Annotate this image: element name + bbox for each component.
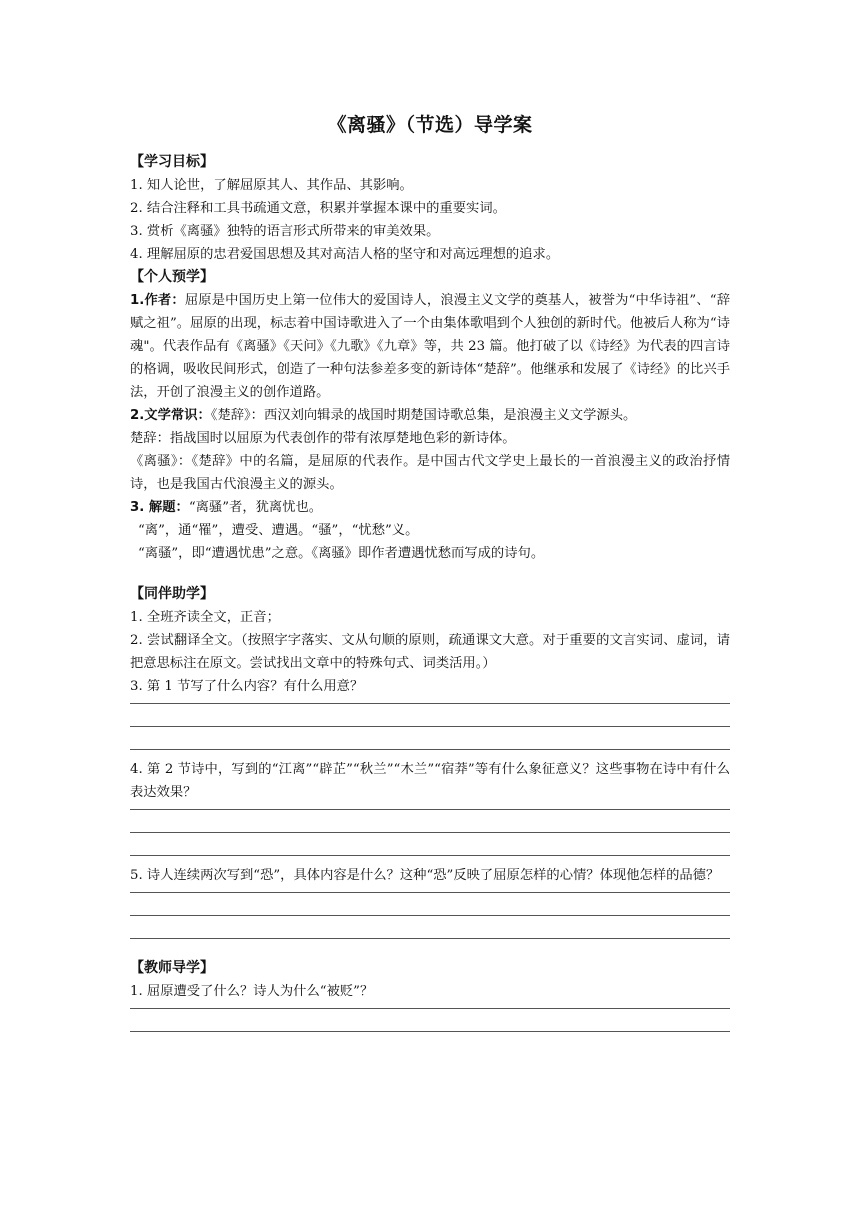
answer-line[interactable] (130, 916, 730, 939)
answer-line[interactable] (130, 1009, 730, 1032)
chuci-definition: 楚辞：指战国时以屈原为代表创作的带有浓厚楚地色彩的新诗体。 (130, 431, 516, 446)
peer-question: 3. 第 1 节写了什么内容？有什么用意？ (130, 679, 364, 694)
author-label: 1.作者： (130, 293, 185, 308)
literature-label: 2.文学常识： (130, 408, 211, 423)
answer-line[interactable] (130, 833, 730, 856)
title-explanation-label: 3. 解题： (130, 500, 189, 515)
goal-item: 3. 赏析《离骚》独特的语言形式所带来的审美效果。 (130, 224, 440, 239)
goal-item: 2. 结合注释和工具书疏通文意，积累并掌握本课中的重要实词。 (130, 201, 506, 216)
section-teacher-guide (130, 957, 730, 1032)
section-peer-study (130, 583, 730, 939)
spacer (130, 750, 730, 758)
section-learning-goals (130, 151, 730, 266)
title-explanation-line: “离骚”，即“遭遇忧患”之意。《离骚》即作者遭遇忧愁而写成的诗句。 (137, 546, 545, 561)
spacer (130, 856, 730, 864)
section-heading-peer: 【同伴助学】 (130, 586, 214, 602)
peer-question: 5. 诗人连续两次写到“恐”，具体内容是什么？这种“恐”反映了屈原怎样的心情？体现他怎样的品德？ (130, 868, 720, 883)
section-heading-teacher: 【教师导学】 (130, 960, 214, 976)
lisao-definition: 《离骚》：《楚辞》中的名篇，是屈原的代表作。是中国古代文学史上最长的一首浪漫主义的政治抒情诗，也是我国古代浪漫主义的源头。 (130, 454, 730, 492)
section-preview (130, 266, 730, 565)
peer-question: 4. 第 2 节诗中，写到的“江离”“辟芷”“秋兰”“木兰”“宿莽”等有什么象征意义？这些事物在诗中有什么表达效果？ (130, 762, 730, 800)
peer-question: 1. 全班齐读全文，正音； (130, 610, 280, 625)
spacer (130, 565, 730, 583)
teacher-question: 1. 屈原遭受了什么？诗人为什么“被贬”？ (130, 984, 374, 999)
literature-text: 《楚辞》：西汉刘向辑录的战国时期楚国诗歌总集，是浪漫主义文学源头。 (210, 408, 637, 423)
answer-line[interactable] (130, 893, 730, 916)
peer-question: 2. 尝试翻译全文。（按照字字落实、文从句顺的原则，疏通课文大意。对于重要的文言实词、虚词，请把意思标注在原文。尝试找出文章中的特殊句式、词类活用。） (130, 633, 730, 671)
answer-line[interactable] (130, 810, 730, 833)
answer-line[interactable] (130, 727, 730, 750)
page-title: 《离骚》（节选）导学案 (327, 114, 533, 136)
title-explanation (130, 496, 730, 519)
title-explanation-text: “离骚”者，犹离忧也。 (188, 500, 323, 515)
spacer (130, 939, 730, 957)
section-heading-goals: 【学习目标】 (130, 154, 214, 170)
title-explanation-line: “离”，通“罹”，遭受、遭遇。“骚”，“忧愁”义。 (137, 523, 419, 538)
author-paragraph (130, 289, 730, 404)
goal-item: 4. 理解屈原的忠君爱国思想及其对高洁人格的坚守和对高远理想的追求。 (130, 247, 560, 262)
literature-paragraph (130, 404, 730, 427)
answer-line[interactable] (130, 704, 730, 727)
author-text: 屈原是中国历史上第一位伟大的爱国诗人，浪漫主义文学的奠基人，被誉为“中华诗祖”、“辞赋之祖”。屈原的出现，标志着中国诗歌进入了一个由集体歌唱到个人独创的新时代。他被后人称为“诗魂"。代表作品有《离骚》《天问》《九歌》《九章》等，共 23 篇。他打破了以《诗经》为代表的四言诗的格调，吸收民间形式，创造了一种句法参差多变的新诗体“楚辞”。他继承和发展了《诗经》的比兴手法，开创了浪漫主义的创作道路。 (130, 293, 730, 400)
document-body (130, 110, 730, 1032)
section-heading-preview: 【个人预学】 (130, 269, 214, 285)
goal-item: 1. 知人论世，了解屈原其人、其作品、其影响。 (130, 178, 413, 193)
